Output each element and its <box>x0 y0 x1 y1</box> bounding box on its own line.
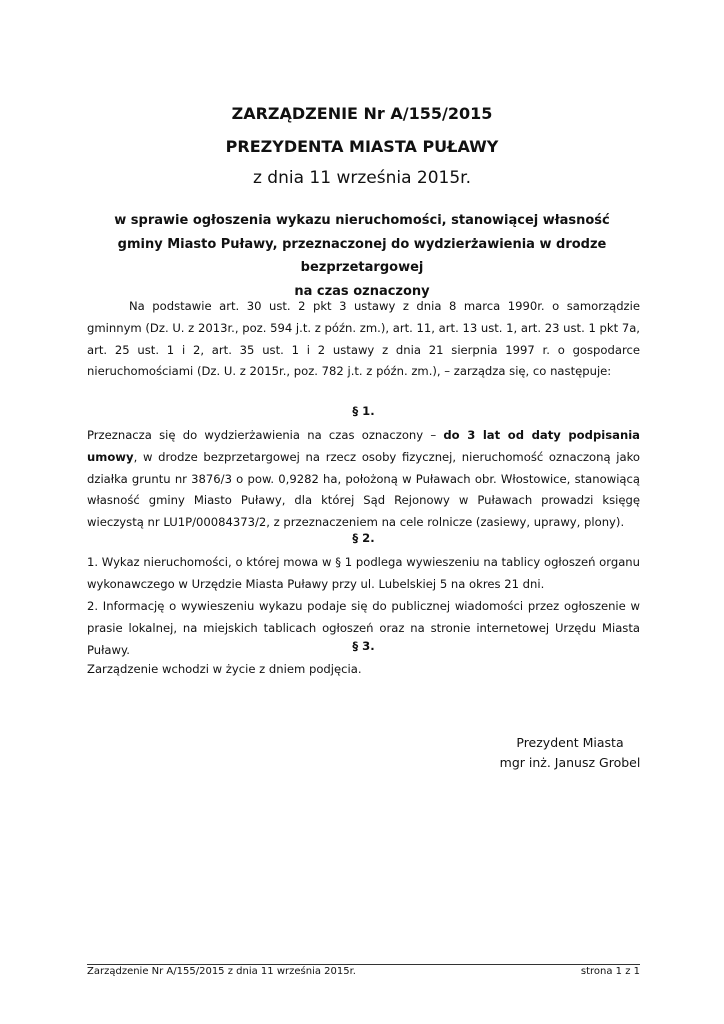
section-3-heading: § 3. <box>352 639 375 653</box>
section-2-point-2: 2. Informację o wywieszeniu wykazu podaje się do publicznej wiadomości przez ogłoszenie w prasie lokalnej, na miejskich tablicach ogłoszeń oraz na stronie internetowej Urzędu Miasta Puławy. <box>87 599 640 657</box>
document-title: ZARZĄDZENIE Nr A/155/2015 <box>231 104 493 123</box>
section-2-point-1: 1. Wykaz nieruchomości, o której mowa w § 1 podlega wywieszeniu na tablicy ogłoszeń organu wykonawczego w Urzędzie Miasta Puławy przy ul. Lubelskiej 5 na okres 21 dni. <box>87 555 640 591</box>
section-1-text-end: , w drodze bezprzetargowej na rzecz osoby fizycznej, nieruchomość oznaczoną jako działka gruntu nr 3876/3 o pow. 0,9282 ha, położoną w Puławach obr. Włostowice, stanowiącą własność gminy Miasto Puławy, dla której Sąd Rejonowy w Puławach prowadzi księgę wieczystą nr LU1P/00084373/2, z przeznaczeniem na cele rolnicze (zasiewy, uprawy, plony). <box>87 449 640 530</box>
signature-name: mgr inż. Janusz Grobel <box>499 755 641 770</box>
section-1-heading: § 1. <box>352 404 375 418</box>
subject-line-1: w sprawie ogłoszenia wykazu nieruchomości, stanowiącej własność <box>114 213 610 228</box>
section-3-text: Zarządzenie wchodzi w życie z dniem podjęcia. <box>87 662 362 676</box>
signature-block <box>470 733 670 773</box>
subject-line-2: gminy Miasto Puławy, przeznaczonej do wydzierżawienia w drodze bezprzetargowej <box>117 236 607 275</box>
section-1-text <box>87 425 640 534</box>
section-1-text-start: Przeznacza się do wydzierżawienia na czas oznaczony – <box>87 428 444 442</box>
section-1-text-bold: do 3 lat od daty podpisania umowy <box>87 428 640 464</box>
footer-divider <box>87 964 640 965</box>
document-issuer: PREZYDENTA MIASTA PUŁAWY <box>225 137 499 156</box>
footer-document-reference: Zarządzenie Nr A/155/2015 z dnia 11 września 2015r. <box>87 966 356 977</box>
legal-basis-paragraph: Na podstawie art. 30 ust. 2 pkt 3 ustawy z dnia 8 marca 1990r. o samorządzie gminnym (Dz. U. z 2013r., poz. 594 j.t. z późn. zm.), art. 11, art. 13 ust. 1, art. 23 ust. 1 pkt 7a, art. 25 ust. 1 i 2, art. 35 ust. 1 i 2 ustawy z dnia 21 sierpnia 1997 r. o gospodarce nieruchomościami (Dz. U. z 2015r., poz. 782 j.t. z późn. zm.), – zarządza się, co następuje: <box>87 299 640 379</box>
section-2-heading: § 2. <box>352 531 375 545</box>
signature-role: Prezydent Miasta <box>516 735 624 750</box>
footer-page-number: strona 1 z 1 <box>580 966 640 977</box>
document-subject <box>80 209 644 303</box>
subject-line-3: na czas oznaczony <box>294 283 430 299</box>
document-date: z dnia 11 września 2015r. <box>252 168 472 188</box>
